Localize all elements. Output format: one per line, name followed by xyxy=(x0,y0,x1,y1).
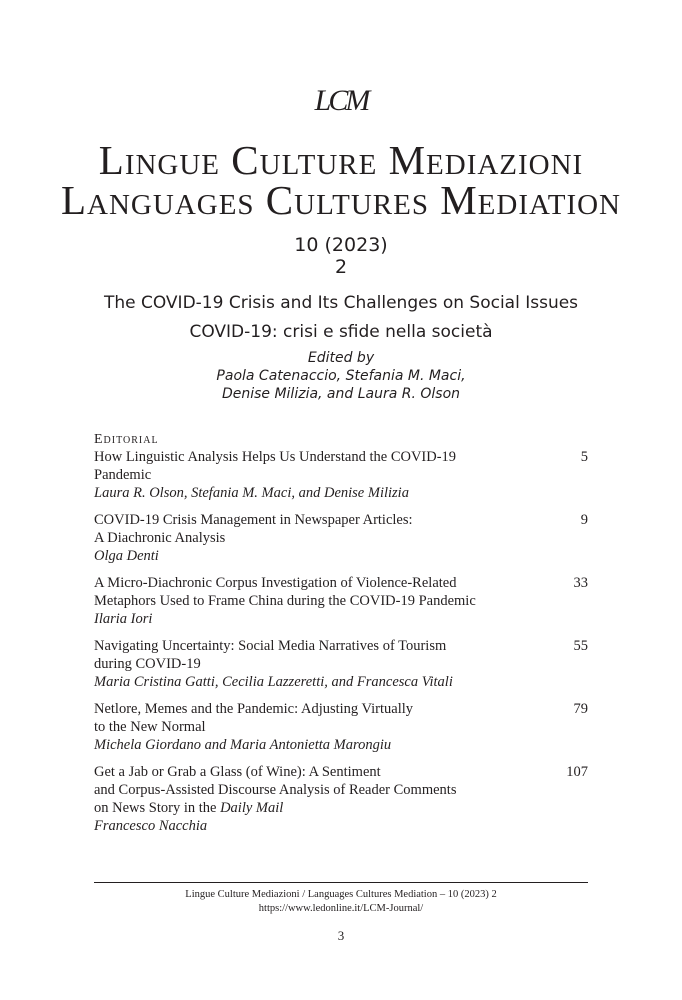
title-line-prefix: on News Story in the xyxy=(94,800,221,816)
toc-entry-title xyxy=(94,637,588,673)
table-of-contents xyxy=(94,432,588,844)
title-line: A Micro-Diachronic Corpus Investigation of Violence-Related xyxy=(94,575,457,591)
toc-entry-title xyxy=(94,448,588,484)
toc-entry-authors: Olga Denti xyxy=(94,548,159,564)
issue-number: 2 xyxy=(334,256,348,278)
footer-journal-line: Lingue Culture Mediazioni / Languages Cultures Mediation – 10 (2023) 2 xyxy=(185,889,497,900)
toc-entry[interactable] xyxy=(94,763,588,836)
logo-text: LCM xyxy=(314,84,368,117)
toc-entry-authors: Maria Cristina Gatti, Cecilia Lazzeretti, and Francesca Vitali xyxy=(94,674,453,690)
toc-entry-page: 79 xyxy=(573,701,588,717)
title-line xyxy=(94,799,548,817)
title-line: How Linguistic Analysis Helps Us Understand the COVID-19 xyxy=(94,449,457,465)
toc-entry-title xyxy=(94,763,588,817)
journal-logo xyxy=(0,84,682,118)
edited-by-label: Edited by xyxy=(307,350,375,366)
issue-title-italian: COVID-19: crisi e sfide nella società xyxy=(189,322,493,342)
title-line: A Diachronic Analysis xyxy=(94,530,226,546)
toc-entry-title xyxy=(94,700,588,736)
toc-section-heading: Editorial xyxy=(94,432,159,447)
toc-entry[interactable] xyxy=(94,448,588,503)
title-line: Netlore, Memes and the Pandemic: Adjusting Virtually xyxy=(94,701,414,717)
title-line: COVID-19 Crisis Management in Newspaper Articles: xyxy=(94,512,413,528)
issue-title-english: The COVID-19 Crisis and Its Challenges on Social Issues xyxy=(103,293,579,313)
volume-year: 10 (2023) xyxy=(294,234,388,256)
newspaper-name: Daily Mail xyxy=(220,800,284,816)
toc-entry-page: 33 xyxy=(573,575,588,591)
footer-divider xyxy=(94,882,588,883)
title-line: Navigating Uncertainty: Social Media Narratives of Tourism xyxy=(94,638,447,654)
toc-entry[interactable] xyxy=(94,700,588,755)
title-line: Metaphors Used to Frame China during the COVID-19 Pandemic xyxy=(94,593,476,609)
toc-entry-page: 107 xyxy=(566,764,588,780)
toc-entry-page: 9 xyxy=(580,512,588,528)
toc-entry-title xyxy=(94,511,588,547)
title-line: during COVID-19 xyxy=(94,656,201,672)
journal-title-italian: Lingue Culture Mediazioni xyxy=(98,137,584,183)
toc-entry-page: 55 xyxy=(573,638,588,654)
toc-entry-authors: Laura R. Olson, Stefania M. Maci, and Denise Milizia xyxy=(94,485,409,501)
toc-entry-authors: Francesco Nacchia xyxy=(94,818,208,834)
footer-url[interactable]: https://www.ledonline.it/LCM-Journal/ xyxy=(258,903,424,914)
title-line: Pandemic xyxy=(94,467,152,483)
editors-line-2: Denise Milizia, and Laura R. Olson xyxy=(221,386,461,402)
toc-entry-title xyxy=(94,574,588,610)
title-line: to the New Normal xyxy=(94,719,206,735)
toc-entry[interactable] xyxy=(94,637,588,692)
page-number: 3 xyxy=(337,928,345,943)
toc-entry-authors: Michela Giordano and Maria Antonietta Marongiu xyxy=(94,737,392,753)
toc-entry[interactable] xyxy=(94,574,588,629)
toc-entry-authors: Ilaria Iori xyxy=(94,611,153,627)
journal-title-english: Languages Cultures Mediation xyxy=(61,177,621,223)
title-line: and Corpus-Assisted Discourse Analysis of Reader Comments xyxy=(94,782,457,798)
title-line: Get a Jab or Grab a Glass (of Wine): A Sentiment xyxy=(94,764,381,780)
toc-entry-page: 5 xyxy=(580,449,588,465)
editors-line-1: Paola Catenaccio, Stefania M. Maci, xyxy=(216,368,466,384)
toc-entry[interactable] xyxy=(94,511,588,566)
